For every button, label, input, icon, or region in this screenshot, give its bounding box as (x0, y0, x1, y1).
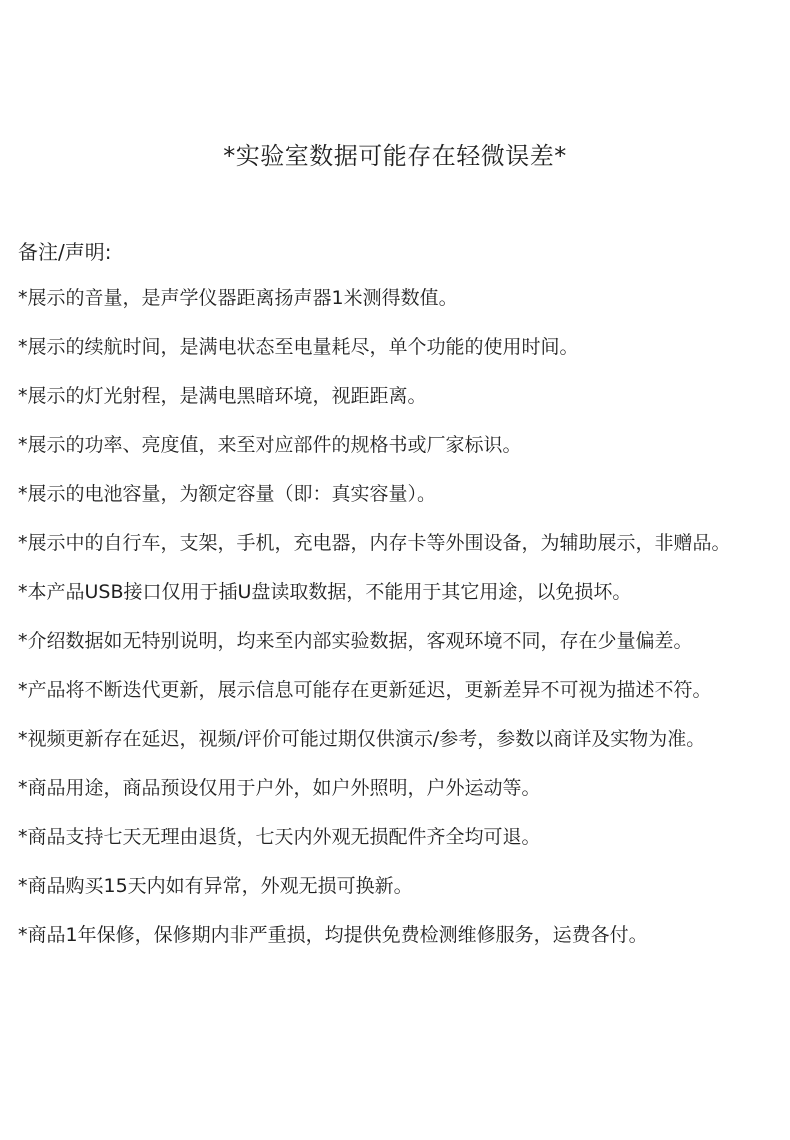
notes-list (18, 284, 786, 970)
note-item: *产品将不断迭代更新，展示信息可能存在更新延迟，更新差异不可视为描述不符。 (18, 679, 712, 701)
note-item: *视频更新存在延迟，视频/评价可能过期仅供演示/参考，参数以商详及实物为准。 (18, 728, 706, 750)
note-item: *商品用途，商品预设仅用于户外，如户外照明，户外运动等。 (18, 777, 541, 799)
note-item: *商品支持七天无理由退货，七天内外观无损配件齐全均可退。 (18, 826, 541, 848)
note-item: *介绍数据如无特别说明，均来至内部实验数据，客观环境不同，存在少量偏差。 (18, 630, 693, 652)
note-item: *展示的功率、亮度值，来至对应部件的规格书或厂家标识。 (18, 434, 522, 456)
page-title: *实验室数据可能存在轻微误差* (223, 142, 567, 170)
note-item: *展示的灯光射程，是满电黑暗环境，视距距离。 (18, 385, 427, 407)
note-item: *展示的电池容量，为额定容量（即：真实容量）。 (18, 483, 437, 505)
note-item: *商品购买15天内如有异常，外观无损可换新。 (18, 875, 413, 897)
note-item: *本产品USB接口仅用于插U盘读取数据，不能用于其它用途，以免损坏。 (18, 581, 632, 603)
note-item: *展示的续航时间，是满电状态至电量耗尽，单个功能的使用时间。 (18, 336, 579, 358)
note-item: *展示的音量，是声学仪器距离扬声器1米测得数值。 (18, 287, 458, 309)
note-item: *商品1年保修，保修期内非严重损，均提供免费检测维修服务，运费各付。 (18, 924, 648, 946)
note-item: *展示中的自行车，支架，手机，充电器，内存卡等外围设备，为辅助展示，非赠品。 (18, 532, 731, 554)
notes-heading: 备注/声明: (18, 240, 112, 264)
